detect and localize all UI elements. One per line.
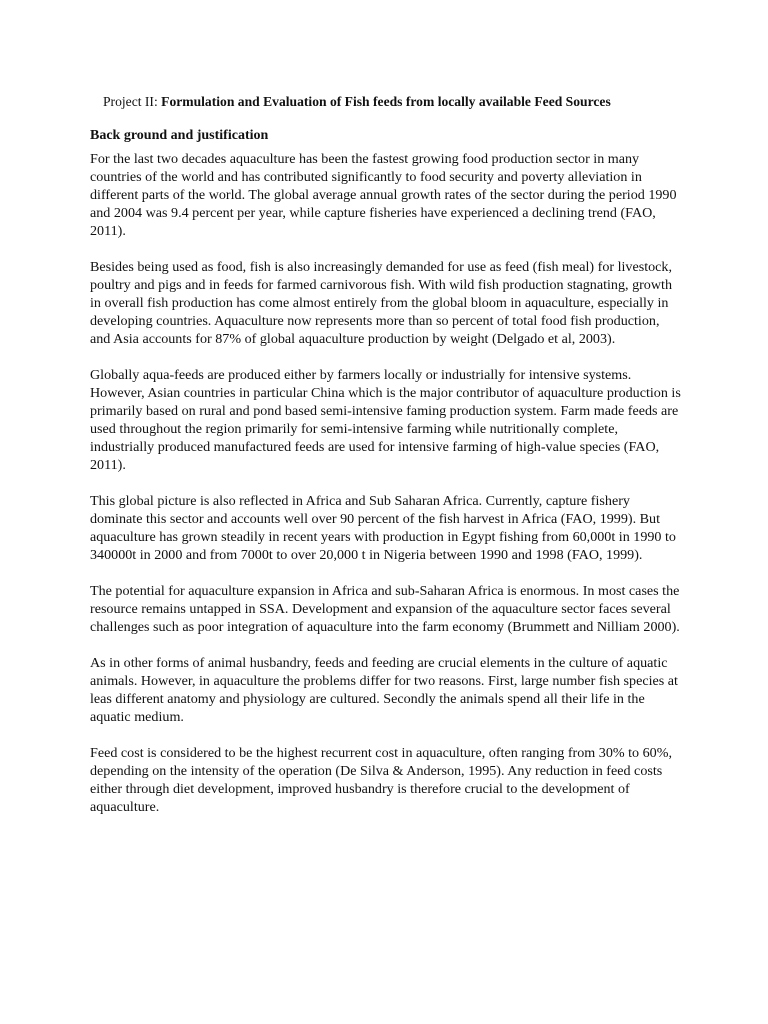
paragraph-2: Besides being used as food, fish is also increasingly demanded for use as feed (fish meal) for livestock, poultry and pigs and in feeds for farmed carnivorous fish. With wild fish production stagnating, growth in overall fish production has come almost entirely from the global bloom in aquaculture, especially in developing countries. Aquaculture now represents more than so percent of total food fish production, and Asia accounts for 87% of global aquaculture production by weight (Delgado et al, 2003). [90, 259, 672, 347]
project-title-text: Formulation and Evaluation of Fish feeds from locally available Feed Sources [161, 94, 611, 109]
document-page [90, 93, 682, 834]
section-heading: Back ground and justification [90, 128, 269, 143]
paragraph-7: Feed cost is considered to be the highest recurrent cost in aquaculture, often ranging from 30% to 60%, depending on the intensity of the operation (De Silva & Anderson, 1995). Any reduction in feed costs either through diet development, improved husbandry is therefore crucial to the development of aquaculture. [90, 745, 672, 815]
paragraph-1: For the last two decades aquaculture has been the fastest growing food production sector in many countries of the world and has contributed significantly to food security and poverty alleviation in different parts of the world. The global average annual growth rates of the sector during the period 1990 and 2004 was 9.4 percent per year, while capture fisheries have experienced a declining trend (FAO, 2011). [90, 151, 677, 239]
paragraph-3: Globally aqua-feeds are produced either by farmers locally or industrially for intensive systems. However, Asian countries in particular China which is the major contributor of aquaculture production is primarily based on rural and pond based semi-intensive faming production system. Farm made feeds are used throughout the region primarily for semi-intensive farming while nutritionally complete, industrially produced manufactured feeds are used for intensive farming of high-value species (FAO, 2011). [90, 367, 681, 473]
project-title [103, 93, 682, 111]
paragraph-4: This global picture is also reflected in Africa and Sub Saharan Africa. Currently, capture fishery dominate this sector and accounts well over 90 percent of the fish harvest in Africa (FAO, 1999). But aquaculture has grown steadily in recent years with production in Egypt fishing from 60,000t in 1990 to 340000t in 2000 and from 7000t to over 20,000 t in Nigeria between 1990 and 1998 (FAO, 1999). [90, 493, 676, 563]
paragraph-6: As in other forms of animal husbandry, feeds and feeding are crucial elements in the culture of aquatic animals. However, in aquaculture the problems differ for two reasons. First, large number fish species at leas different anatomy and physiology are cultured. Secondly the animals spend all their life in the aquatic medium. [90, 655, 678, 725]
project-title-prefix: Project II: [103, 94, 162, 109]
paragraph-5: The potential for aquaculture expansion in Africa and sub-Saharan Africa is enormous. In most cases the resource remains untapped in SSA. Development and expansion of the aquaculture sector faces several challenges such as poor integration of aquaculture into the farm economy (Brummett and Nilliam 2000). [90, 583, 680, 635]
